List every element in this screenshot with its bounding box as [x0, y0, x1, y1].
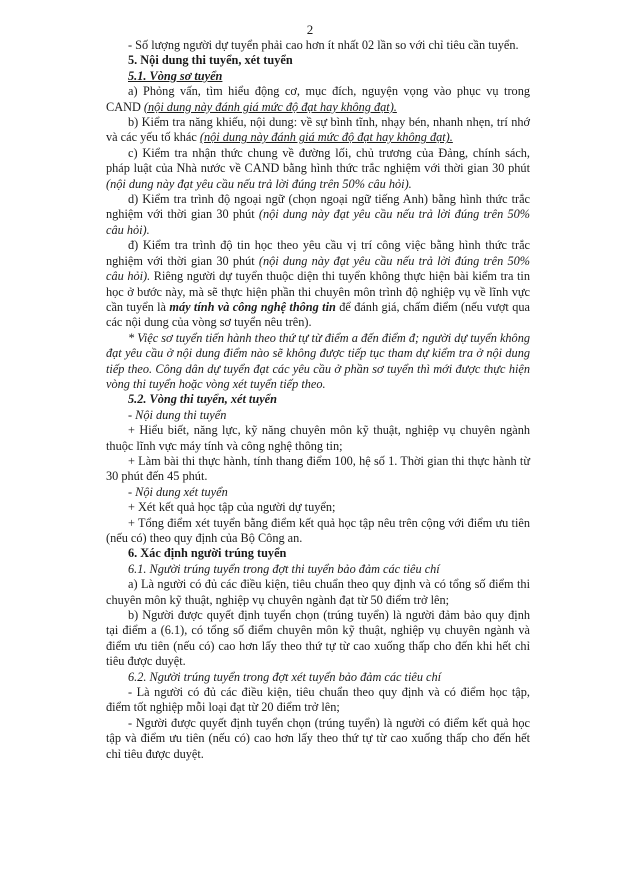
subheading-thi-tuyen: - Nội dung thi tuyển [128, 407, 227, 422]
text: Riêng người dự tuyển thuộc diện thi tuyển không thực hiện bài kiểm tra tin học ở bước này, mà sẽ thực hiện phần thi chuyên môn trình độ nghiệp vụ về lĩnh vực cần tuyển là [106, 269, 530, 314]
document-body [106, 38, 530, 762]
text: đ) Kiểm tra trình độ tin học theo yêu cầu vị trí công việc bằng hình thức trắc nghiệm với thời gian 30 phút [106, 238, 530, 268]
italic-note: (nội dung này đánh giá mức độ đạt hay không đạt). [143, 99, 397, 114]
italic-note: (nội dung này đạt yêu cầu nếu trả lời đúng trên 50% câu hỏi). [106, 253, 530, 284]
paragraph-6-1-a: a) Là người có đủ các điều kiện, tiêu chuẩn theo quy định và có tổng số điểm thi chuyên môn kỹ thuật, nghiệp vụ chuyên ngành đạt từ 50 điểm trở lên; [106, 577, 530, 607]
heading-6-1: 6.1. Người trúng tuyển trong đợt thi tuyển bảo đảm các tiêu chí [128, 561, 440, 576]
italic-note: (nội dung này đạt yêu cầu nếu trả lời đúng trên 50% câu hỏi). [106, 176, 412, 191]
paragraph-6-1-b: b) Người được quyết định tuyển chọn (trúng tuyển) là người đảm bảo quy định tại điểm a (6.1), có tổng số điểm chuyên môn kỹ thuật, nghiệp vụ chuyên ngành và điểm ưu tiên (nếu có) cao hơn lấy theo thứ tự từ cao xuống thấp cho đến khi hết chỉ tiêu được duyệt. [106, 608, 530, 669]
paragraph-5-1-a [106, 84, 530, 115]
page-number: 2 [306, 22, 314, 37]
subheading-xet-tuyen: - Nội dung xét tuyển [128, 484, 228, 499]
note-paragraph: * Việc sơ tuyển tiến hành theo thứ tự từ điểm a đến điểm đ; người dự tuyển không đạt yêu cầu ở nội dung điểm nào sẽ không được tiếp tục tham dự kiểm tra ở nội dung tiếp theo. Công dân dự tuyển đạt các yêu cầu ở phần sơ tuyển thì mới được thực hiện vòng thi tuyển hoặc vòng xét tuyển tiếp theo. [106, 330, 530, 391]
paragraph-item: + Xét kết quả học tập của người dự tuyển; [128, 500, 336, 515]
paragraph-item: + Tổng điểm xét tuyển bằng điểm kết quả học tập nêu trên cộng với điểm ưu tiên (nếu có) theo quy định của Bộ Công an. [106, 515, 530, 545]
bold-italic-term: máy tính và công nghệ thông tin [169, 299, 336, 314]
italic-note: (nội dung này đạt yêu cầu nếu trả lời đúng trên 50% câu hỏi). [106, 207, 530, 237]
text: c) Kiểm tra nhận thức chung về đường lối, chủ trương của Đảng, chính sách, pháp luật của Nhà nước về CAND bằng hình thức trắc nghiệm với thời gian 30 phút [106, 145, 530, 176]
heading-5-1: 5.1. Vòng sơ tuyển [128, 68, 223, 83]
italic-note: (nội dung này đánh giá mức độ đạt hay không đạt). [199, 130, 453, 145]
paragraph-item: + Hiểu biết, năng lực, kỹ năng chuyên môn kỹ thuật, nghiệp vụ chuyên ngành thuộc lĩnh vực máy tính và công nghệ thông tin; [106, 423, 530, 453]
paragraph-5-1-b [106, 115, 530, 146]
heading-6-2: 6.2. Người trúng tuyển trong đợt xét tuyển bảo đảm các tiêu chí [128, 669, 442, 684]
paragraph-item: + Làm bài thi thực hành, tính thang điểm 100, hệ số 1. Thời gian thi thực hành từ 30 phút đến 45 phút. [106, 453, 530, 484]
paragraph-5-1-c [106, 146, 530, 192]
heading-5-2: 5.2. Vòng thi tuyển, xét tuyển [128, 392, 277, 407]
paragraph-5-1-dd [106, 238, 530, 330]
heading-section-5: 5. Nội dung thi tuyển, xét tuyển [128, 53, 293, 68]
text: để đánh giá, chấm điểm (nếu vượt qua các nội dung của vòng sơ tuyển nêu trên). [106, 299, 530, 330]
text: a) Phỏng vấn, tìm hiểu động cơ, mục đích, nguyện vọng vào phục vụ trong CAND [106, 84, 530, 114]
paragraph-6-2-item: - Người được quyết định tuyển chọn (trúng tuyển) là người có điểm kết quả học tập và điểm ưu tiên (nếu có) cao hơn lấy theo thứ tự từ cao xuống thấp cho đến hết chỉ tiêu được duyệt. [106, 715, 530, 761]
paragraph-quantity-requirement: - Số lượng người dự tuyển phải cao hơn ít nhất 02 lần so với chỉ tiêu cần tuyển. [128, 38, 519, 52]
heading-section-6: 6. Xác định người trúng tuyển [128, 546, 287, 561]
text: b) Kiểm tra năng khiếu, nội dung: về sự bình tĩnh, nhạy bén, nhanh nhẹn, trí nhớ và các yếu tố khác [106, 115, 530, 145]
text: d) Kiểm tra trình độ ngoại ngữ (chọn ngoại ngữ tiếng Anh) bằng hình thức trắc nghiệm với thời gian 30 phút [106, 192, 530, 222]
paragraph-6-2-item: - Là người có đủ các điều kiện, tiêu chuẩn theo quy định và có điểm học tập, điểm tốt nghiệp mỗi loại đạt từ 20 điểm trở lên; [106, 685, 530, 715]
paragraph-5-1-d [106, 192, 530, 238]
